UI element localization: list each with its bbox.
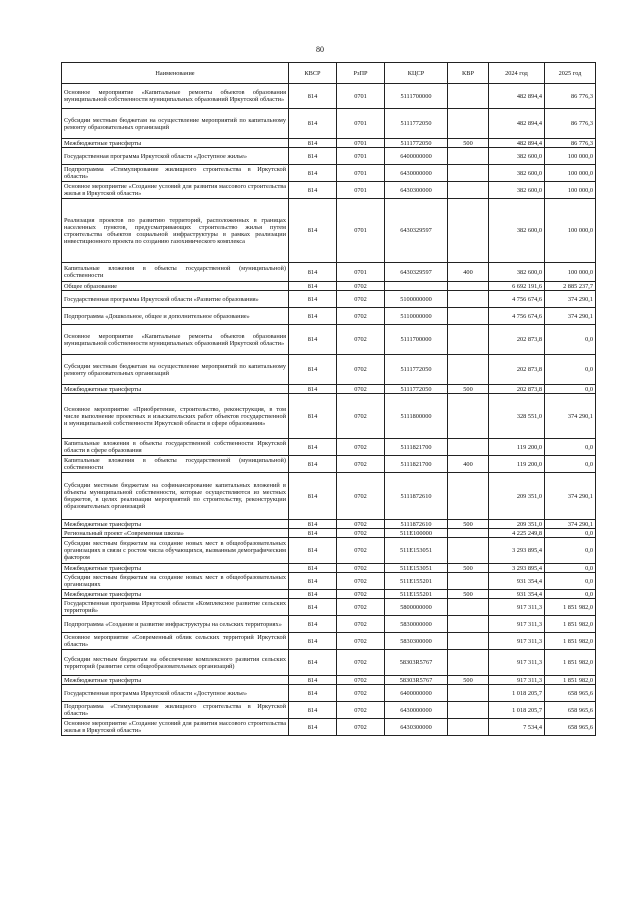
row-rzpr: 0701 xyxy=(337,148,385,165)
row-amount-2025: 0,0 xyxy=(545,573,596,590)
row-rzpr: 0702 xyxy=(337,650,385,676)
row-kcsr: 6400000000 xyxy=(385,148,448,165)
row-kcsr: 6430000000 xyxy=(385,165,448,182)
row-kvsr: 814 xyxy=(289,538,337,564)
table-row xyxy=(62,473,596,520)
row-kvr xyxy=(448,165,489,182)
row-amount-2024: 482 894,4 xyxy=(489,84,545,109)
row-amount-2025: 86 776,3 xyxy=(545,109,596,139)
row-rzpr: 0702 xyxy=(337,473,385,520)
row-kvr xyxy=(448,282,489,291)
table-row xyxy=(62,633,596,650)
row-name: Региональный проект «Современная школа» xyxy=(62,529,289,538)
row-amount-2025: 100 000,0 xyxy=(545,165,596,182)
row-name: Подпрограмма «Создание и развитие инфраструктуры на сельских территориях» xyxy=(62,616,289,633)
row-kvr xyxy=(448,291,489,308)
row-kvsr: 814 xyxy=(289,573,337,590)
table-row xyxy=(62,685,596,702)
row-kvsr: 814 xyxy=(289,473,337,520)
row-name: Субсидии местным бюджетам на создание новых мест в общеобразовательных организациях в связи с ростом числа обучающихся, вызванным демографическим фактором xyxy=(62,538,289,564)
row-kvr xyxy=(448,702,489,719)
row-kvr: 500 xyxy=(448,385,489,394)
row-kvsr: 814 xyxy=(289,719,337,736)
row-name: Подпрограмма «Стимулирование жилищного строительства в Иркутской области» xyxy=(62,702,289,719)
row-kcsr: 58303R5767 xyxy=(385,676,448,685)
row-kcsr: 6430300000 xyxy=(385,719,448,736)
row-kcsr: 5111772050 xyxy=(385,109,448,139)
row-amount-2025: 2 885 237,7 xyxy=(545,282,596,291)
row-amount-2024: 917 311,3 xyxy=(489,599,545,616)
row-amount-2025: 100 000,0 xyxy=(545,182,596,199)
table-row xyxy=(62,263,596,282)
row-kvr: 500 xyxy=(448,590,489,599)
row-rzpr: 0702 xyxy=(337,355,385,385)
row-kvsr: 814 xyxy=(289,325,337,355)
row-name: Основное мероприятие «Современный облик сельских территорий Иркутской области» xyxy=(62,633,289,650)
row-rzpr: 0701 xyxy=(337,263,385,282)
row-amount-2024: 1 018 205,7 xyxy=(489,702,545,719)
row-kcsr: 511E153051 xyxy=(385,538,448,564)
row-amount-2024: 4 225 249,8 xyxy=(489,529,545,538)
table-row xyxy=(62,308,596,325)
table-row xyxy=(62,676,596,685)
row-kcsr: 6430329597 xyxy=(385,263,448,282)
row-rzpr: 0701 xyxy=(337,182,385,199)
row-amount-2025: 1 851 982,0 xyxy=(545,676,596,685)
row-amount-2025: 374 290,1 xyxy=(545,308,596,325)
row-kvsr: 814 xyxy=(289,564,337,573)
row-rzpr: 0702 xyxy=(337,633,385,650)
row-amount-2025: 0,0 xyxy=(545,529,596,538)
row-rzpr: 0702 xyxy=(337,291,385,308)
row-kcsr: 5111872610 xyxy=(385,473,448,520)
row-kvsr: 814 xyxy=(289,616,337,633)
row-rzpr: 0701 xyxy=(337,199,385,263)
row-amount-2025: 658 965,6 xyxy=(545,685,596,702)
row-rzpr: 0702 xyxy=(337,325,385,355)
row-name: Подпрограмма «Стимулирование жилищного строительства в Иркутской области» xyxy=(62,165,289,182)
header-rzpr: РзПР xyxy=(337,63,385,84)
row-kvsr: 814 xyxy=(289,165,337,182)
row-name: Основное мероприятие «Создание условий для развития массового строительства жилья в Иркутской области» xyxy=(62,719,289,736)
row-rzpr: 0702 xyxy=(337,590,385,599)
row-rzpr: 0702 xyxy=(337,520,385,529)
row-kvr xyxy=(448,633,489,650)
row-kcsr xyxy=(385,282,448,291)
row-kcsr: 5830300000 xyxy=(385,633,448,650)
row-kvsr: 814 xyxy=(289,520,337,529)
row-amount-2025: 1 851 982,0 xyxy=(545,616,596,633)
row-kvsr: 814 xyxy=(289,84,337,109)
row-kcsr: 6400000000 xyxy=(385,685,448,702)
table-row xyxy=(62,456,596,473)
row-kvr xyxy=(448,538,489,564)
row-amount-2024: 202 873,8 xyxy=(489,355,545,385)
row-name: Подпрограмма «Дошкольное, общее и дополнительное образование» xyxy=(62,308,289,325)
row-kvr: 500 xyxy=(448,564,489,573)
row-amount-2025: 374 290,1 xyxy=(545,291,596,308)
row-amount-2024: 482 894,4 xyxy=(489,109,545,139)
row-name: Субсидии местным бюджетам на осуществление мероприятий по капитальному ремонту образовательных организаций xyxy=(62,109,289,139)
row-kvsr: 814 xyxy=(289,394,337,439)
row-kvsr: 814 xyxy=(289,139,337,148)
row-kcsr: 5111700000 xyxy=(385,84,448,109)
row-kcsr: 5111772050 xyxy=(385,139,448,148)
page-number: 80 xyxy=(316,45,324,54)
row-rzpr: 0702 xyxy=(337,439,385,456)
row-kvsr: 814 xyxy=(289,308,337,325)
row-amount-2025: 1 851 982,0 xyxy=(545,599,596,616)
row-name: Основное мероприятие «Приобретение, строительство, реконструкция, в том числе выполнение проектных и изыскательских работ объектов государственной и муниципальной собственности Иркутской области в сфере образования» xyxy=(62,394,289,439)
row-amount-2024: 917 311,3 xyxy=(489,633,545,650)
row-name: Основное мероприятие «Капитальные ремонты объектов образования муниципальной собственности муниципальных образований Иркутской области» xyxy=(62,84,289,109)
row-kcsr: 58303R5767 xyxy=(385,650,448,676)
table-row xyxy=(62,564,596,573)
row-rzpr: 0702 xyxy=(337,564,385,573)
row-kvsr: 814 xyxy=(289,355,337,385)
row-name: Межбюджетные трансферты xyxy=(62,676,289,685)
row-kcsr: 5111700000 xyxy=(385,325,448,355)
table-header-row xyxy=(62,63,596,84)
row-rzpr: 0701 xyxy=(337,165,385,182)
table-row xyxy=(62,291,596,308)
table-body xyxy=(62,84,596,736)
row-kvsr: 814 xyxy=(289,182,337,199)
header-name: Наименование xyxy=(62,63,289,84)
row-amount-2025: 374 290,1 xyxy=(545,394,596,439)
row-rzpr: 0701 xyxy=(337,139,385,148)
row-rzpr: 0702 xyxy=(337,573,385,590)
row-kcsr: 511E155201 xyxy=(385,590,448,599)
row-amount-2025: 86 776,3 xyxy=(545,84,596,109)
row-rzpr: 0701 xyxy=(337,84,385,109)
table-row xyxy=(62,520,596,529)
row-kvsr: 814 xyxy=(289,456,337,473)
row-kvr xyxy=(448,616,489,633)
row-kvsr: 814 xyxy=(289,702,337,719)
row-kvsr: 814 xyxy=(289,148,337,165)
row-kvr xyxy=(448,355,489,385)
row-kvr xyxy=(448,599,489,616)
row-amount-2025: 100 000,0 xyxy=(545,263,596,282)
row-rzpr: 0701 xyxy=(337,109,385,139)
row-name: Межбюджетные трансферты xyxy=(62,385,289,394)
table-row xyxy=(62,599,596,616)
row-name: Реализация проектов по развитию территорий, расположенных в границах населенных пунктов, предусматривающих строительство жилья путем строительства объектов социальной инфраструктуры в рамках реализации инвестиционного проекта по созданию газохимического комплекса xyxy=(62,199,289,263)
row-kcsr: 6430300000 xyxy=(385,182,448,199)
row-rzpr: 0702 xyxy=(337,456,385,473)
table-row xyxy=(62,439,596,456)
row-amount-2024: 4 756 674,6 xyxy=(489,308,545,325)
row-amount-2025: 0,0 xyxy=(545,355,596,385)
row-amount-2024: 917 311,3 xyxy=(489,650,545,676)
row-kvr xyxy=(448,308,489,325)
row-amount-2024: 917 311,3 xyxy=(489,616,545,633)
row-kvr: 500 xyxy=(448,520,489,529)
row-kvr: 400 xyxy=(448,263,489,282)
row-rzpr: 0702 xyxy=(337,719,385,736)
row-amount-2025: 86 776,3 xyxy=(545,139,596,148)
row-kvsr: 814 xyxy=(289,385,337,394)
row-name: Капитальные вложения в объекты государственной собственности Иркутской области в сфере образования xyxy=(62,439,289,456)
row-kcsr: 6430329597 xyxy=(385,199,448,263)
row-kvsr: 814 xyxy=(289,109,337,139)
row-kcsr: 5111821700 xyxy=(385,456,448,473)
row-kcsr: 5111821700 xyxy=(385,439,448,456)
row-name: Межбюджетные трансферты xyxy=(62,520,289,529)
table-row xyxy=(62,325,596,355)
row-rzpr: 0702 xyxy=(337,538,385,564)
row-kvr xyxy=(448,650,489,676)
row-kvr xyxy=(448,439,489,456)
row-kvsr: 814 xyxy=(289,439,337,456)
row-amount-2025: 374 290,1 xyxy=(545,520,596,529)
row-amount-2025: 1 851 982,0 xyxy=(545,650,596,676)
budget-table xyxy=(61,62,596,736)
table-row xyxy=(62,538,596,564)
row-rzpr: 0702 xyxy=(337,282,385,291)
row-amount-2025: 0,0 xyxy=(545,456,596,473)
row-kvr xyxy=(448,148,489,165)
table-row xyxy=(62,148,596,165)
row-amount-2024: 119 200,0 xyxy=(489,456,545,473)
row-kvr: 400 xyxy=(448,456,489,473)
row-amount-2025: 100 000,0 xyxy=(545,199,596,263)
row-kcsr: 5800000000 xyxy=(385,599,448,616)
row-kvsr: 814 xyxy=(289,633,337,650)
row-rzpr: 0702 xyxy=(337,676,385,685)
table-row xyxy=(62,394,596,439)
row-kcsr: 5110000000 xyxy=(385,308,448,325)
row-kvsr: 814 xyxy=(289,199,337,263)
row-kvr xyxy=(448,719,489,736)
row-amount-2025: 374 290,1 xyxy=(545,473,596,520)
row-kvr xyxy=(448,394,489,439)
table-row xyxy=(62,616,596,633)
row-name: Основное мероприятие «Создание условий для развития массового строительства жилья в Иркутской области» xyxy=(62,182,289,199)
row-rzpr: 0702 xyxy=(337,308,385,325)
row-amount-2025: 100 000,0 xyxy=(545,148,596,165)
row-amount-2025: 658 965,6 xyxy=(545,702,596,719)
row-rzpr: 0702 xyxy=(337,385,385,394)
row-name: Субсидии местным бюджетам на софинансирование капитальных вложений в объекты муниципальной собственности, которые осуществляются из местных бюджетов, в целях реализации мероприятий по строительству, реконструкции образовательных организаций xyxy=(62,473,289,520)
row-kcsr: 6430000000 xyxy=(385,702,448,719)
table-row xyxy=(62,650,596,676)
row-kvr: 500 xyxy=(448,139,489,148)
row-amount-2024: 328 551,0 xyxy=(489,394,545,439)
header-kvr: КВР xyxy=(448,63,489,84)
row-kcsr: 5830000000 xyxy=(385,616,448,633)
row-kvr xyxy=(448,573,489,590)
table-row xyxy=(62,719,596,736)
row-rzpr: 0702 xyxy=(337,394,385,439)
row-amount-2024: 3 293 895,4 xyxy=(489,564,545,573)
row-amount-2024: 6 692 191,6 xyxy=(489,282,545,291)
table-row xyxy=(62,529,596,538)
table-row xyxy=(62,84,596,109)
row-name: Государственная программа Иркутской области «Комплексное развитие сельских территорий» xyxy=(62,599,289,616)
row-amount-2024: 202 873,8 xyxy=(489,385,545,394)
row-kcsr: 5111872610 xyxy=(385,520,448,529)
row-kcsr: 511E153051 xyxy=(385,564,448,573)
row-name: Общее образование xyxy=(62,282,289,291)
table-row xyxy=(62,109,596,139)
row-amount-2024: 931 354,4 xyxy=(489,590,545,599)
row-name: Государственная программа Иркутской области «Развитие образования» xyxy=(62,291,289,308)
row-amount-2024: 7 534,4 xyxy=(489,719,545,736)
row-kvsr: 814 xyxy=(289,650,337,676)
row-amount-2025: 0,0 xyxy=(545,590,596,599)
row-rzpr: 0702 xyxy=(337,529,385,538)
row-amount-2024: 119 200,0 xyxy=(489,439,545,456)
row-kvr xyxy=(448,182,489,199)
row-amount-2024: 209 351,0 xyxy=(489,520,545,529)
row-rzpr: 0702 xyxy=(337,616,385,633)
row-amount-2024: 209 351,0 xyxy=(489,473,545,520)
row-kvr xyxy=(448,529,489,538)
row-name: Межбюджетные трансферты xyxy=(62,564,289,573)
row-kcsr: 5111772050 xyxy=(385,385,448,394)
row-name: Основное мероприятие «Капитальные ремонты объектов образования муниципальной собственности муниципальных образований Иркутской области» xyxy=(62,325,289,355)
row-amount-2024: 917 311,3 xyxy=(489,676,545,685)
row-kvsr: 814 xyxy=(289,590,337,599)
row-rzpr: 0702 xyxy=(337,702,385,719)
row-name: Субсидии местным бюджетам на обеспечение комплексного развития сельских территорий (развитие сети общеобразовательных организаций) xyxy=(62,650,289,676)
row-name: Государственная программа Иркутской области «Доступное жилье» xyxy=(62,148,289,165)
table-row xyxy=(62,573,596,590)
row-kvr xyxy=(448,84,489,109)
row-amount-2024: 1 018 205,7 xyxy=(489,685,545,702)
row-amount-2024: 4 756 674,6 xyxy=(489,291,545,308)
row-amount-2024: 382 600,0 xyxy=(489,199,545,263)
row-kvr: 500 xyxy=(448,676,489,685)
row-amount-2024: 382 600,0 xyxy=(489,263,545,282)
row-name: Субсидии местным бюджетам на создание новых мест в общеобразовательных организациях xyxy=(62,573,289,590)
row-amount-2024: 931 354,4 xyxy=(489,573,545,590)
row-kvr xyxy=(448,473,489,520)
table-row xyxy=(62,385,596,394)
row-amount-2024: 202 873,8 xyxy=(489,325,545,355)
row-amount-2024: 382 600,0 xyxy=(489,148,545,165)
row-name: Капитальные вложения в объекты государственной (муниципальной) собственности xyxy=(62,263,289,282)
table-row xyxy=(62,199,596,263)
header-kcsr: КЦСР xyxy=(385,63,448,84)
table-row xyxy=(62,590,596,599)
row-kcsr: 5111800000 xyxy=(385,394,448,439)
row-name: Капитальные вложения в объекты государственной (муниципальной) собственности xyxy=(62,456,289,473)
row-kvr xyxy=(448,199,489,263)
table-row xyxy=(62,702,596,719)
row-kcsr: 511E100000 xyxy=(385,529,448,538)
row-name: Межбюджетные трансферты xyxy=(62,590,289,599)
header-kvsr: КВСР xyxy=(289,63,337,84)
row-name: Субсидии местным бюджетам на осуществление мероприятий по капитальному ремонту образовательных организаций xyxy=(62,355,289,385)
row-amount-2025: 0,0 xyxy=(545,325,596,355)
row-kvsr: 814 xyxy=(289,599,337,616)
table-row xyxy=(62,282,596,291)
row-amount-2025: 0,0 xyxy=(545,538,596,564)
row-kvsr: 814 xyxy=(289,676,337,685)
row-amount-2024: 382 600,0 xyxy=(489,182,545,199)
row-kvsr: 814 xyxy=(289,263,337,282)
header-2024: 2024 год xyxy=(489,63,545,84)
row-kvr xyxy=(448,685,489,702)
row-amount-2025: 0,0 xyxy=(545,564,596,573)
row-kvsr: 814 xyxy=(289,282,337,291)
row-amount-2024: 482 894,4 xyxy=(489,139,545,148)
row-rzpr: 0702 xyxy=(337,599,385,616)
header-2025: 2025 год xyxy=(545,63,596,84)
row-kcsr: 5111772050 xyxy=(385,355,448,385)
row-kvsr: 814 xyxy=(289,291,337,308)
row-name: Государственная программа Иркутской области «Доступное жилье» xyxy=(62,685,289,702)
row-kvr xyxy=(448,325,489,355)
table-row xyxy=(62,182,596,199)
table-row xyxy=(62,165,596,182)
table-row xyxy=(62,139,596,148)
row-amount-2024: 382 600,0 xyxy=(489,165,545,182)
row-kcsr: 5100000000 xyxy=(385,291,448,308)
row-kcsr: 511E155201 xyxy=(385,573,448,590)
row-amount-2025: 0,0 xyxy=(545,385,596,394)
row-amount-2025: 0,0 xyxy=(545,439,596,456)
row-kvsr: 814 xyxy=(289,685,337,702)
table-row xyxy=(62,355,596,385)
row-amount-2024: 3 293 895,4 xyxy=(489,538,545,564)
row-kvr xyxy=(448,109,489,139)
row-name: Межбюджетные трансферты xyxy=(62,139,289,148)
row-kvsr: 814 xyxy=(289,529,337,538)
row-amount-2025: 1 851 982,0 xyxy=(545,633,596,650)
row-rzpr: 0702 xyxy=(337,685,385,702)
row-amount-2025: 658 965,6 xyxy=(545,719,596,736)
